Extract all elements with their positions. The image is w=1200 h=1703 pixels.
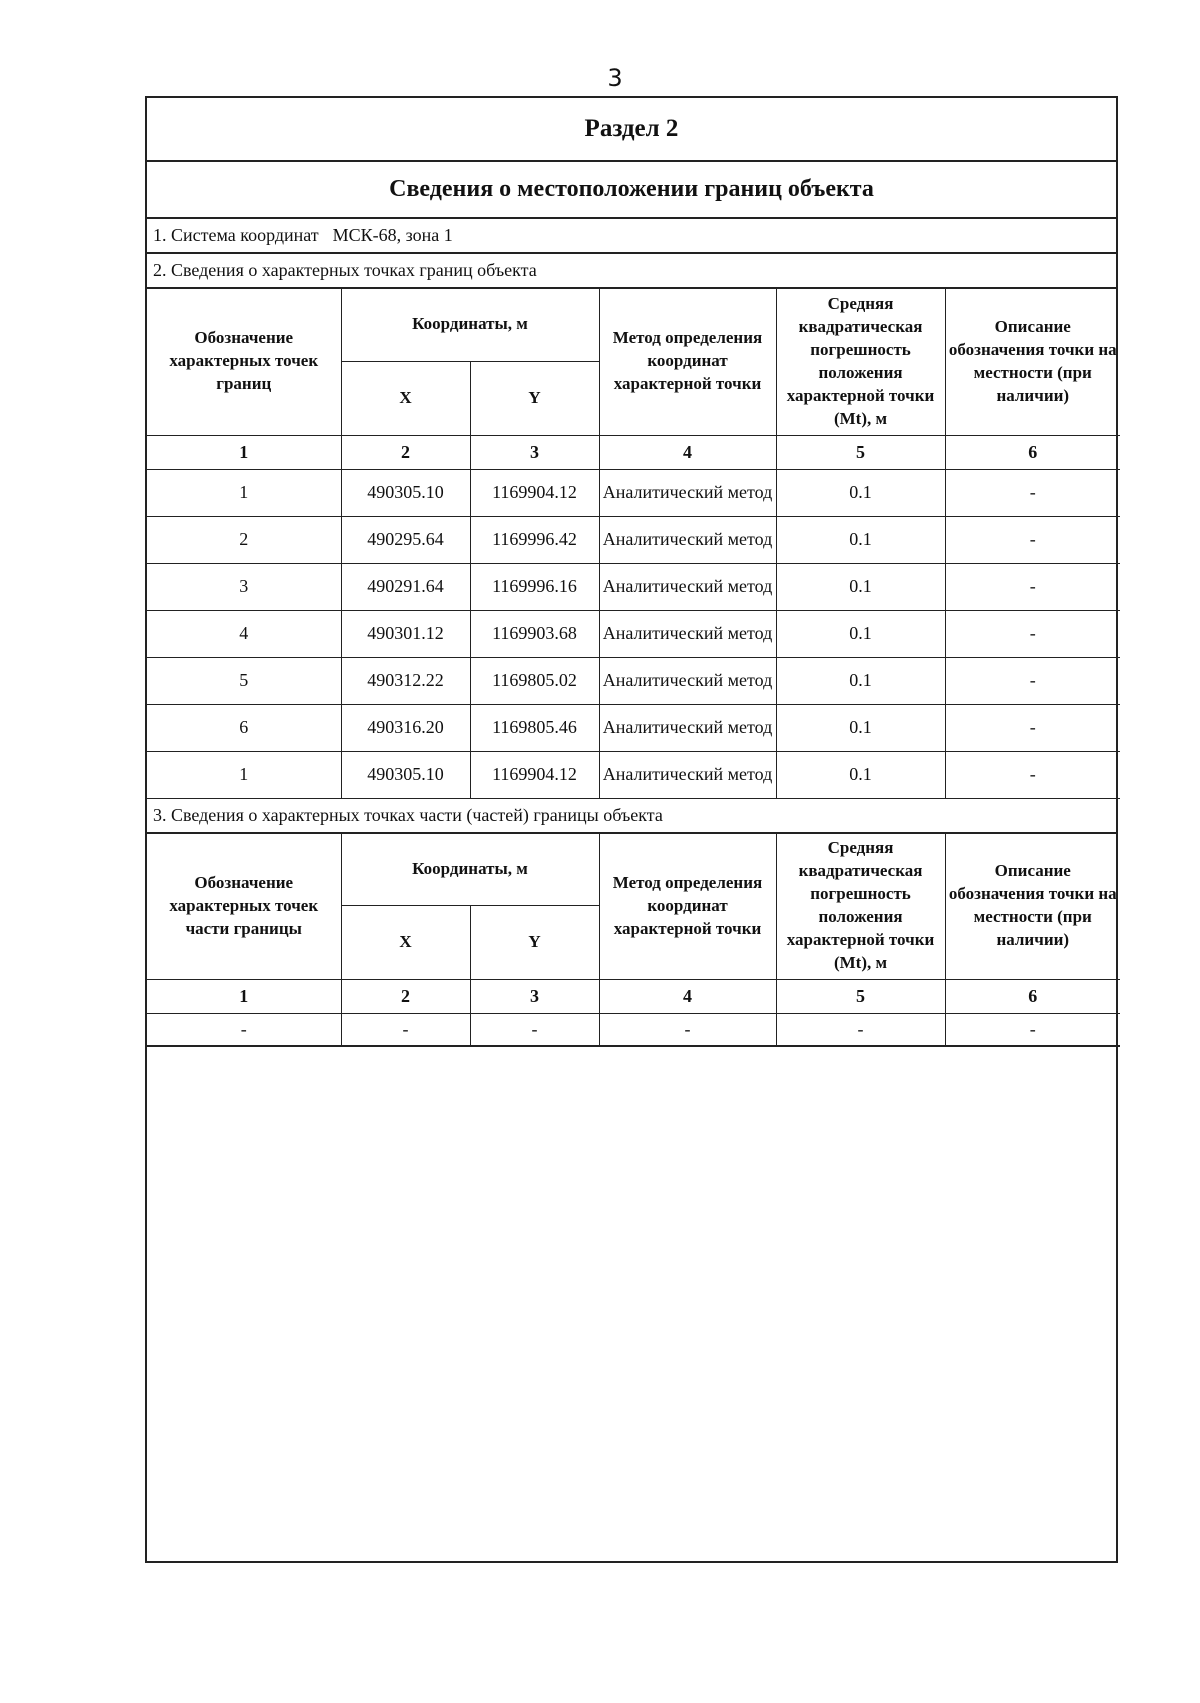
header-x: X (341, 361, 470, 435)
boundary-part-points-table (147, 834, 1120, 1048)
x-cell: 490305.10 (341, 751, 470, 798)
column-number: 5 (776, 435, 945, 469)
column-number: 3 (470, 980, 599, 1014)
table-row (147, 516, 1120, 563)
header-point: Обозначение характерных точек части границы (147, 834, 341, 980)
section-title: Раздел 2 (147, 98, 1116, 162)
page-number: 3 (607, 64, 623, 92)
column-number: 1 (147, 435, 341, 469)
point-cell: 1 (147, 751, 341, 798)
table-row (147, 563, 1120, 610)
coord-system-label: 1. Система координат (153, 225, 319, 245)
error-cell: 0.1 (776, 610, 945, 657)
method-cell: Аналитический метод (599, 516, 776, 563)
error-cell: - (776, 1014, 945, 1047)
point-cell: - (147, 1014, 341, 1047)
column-number: 4 (599, 435, 776, 469)
y-cell: 1169805.02 (470, 657, 599, 704)
table-row (147, 469, 1120, 516)
coord-system-row (147, 219, 1116, 254)
point-cell: 3 (147, 563, 341, 610)
error-cell: 0.1 (776, 657, 945, 704)
header-method: Метод определения координат характерной точки (599, 289, 776, 435)
table2-caption: 3. Сведения о характерных точках части (частей) границы объекта (147, 799, 1116, 834)
column-number: 2 (341, 435, 470, 469)
x-cell: - (341, 1014, 470, 1047)
header-point: Обозначение характерных точек границ (147, 289, 341, 435)
y-cell: 1169903.68 (470, 610, 599, 657)
method-cell: Аналитический метод (599, 751, 776, 798)
x-cell: 490305.10 (341, 469, 470, 516)
description-cell: - (945, 657, 1120, 704)
method-cell: Аналитический метод (599, 469, 776, 516)
y-cell: 1169805.46 (470, 704, 599, 751)
x-cell: 490295.64 (341, 516, 470, 563)
table-row (147, 610, 1120, 657)
header-description: Описание обозначения точки на местности (при наличии) (945, 289, 1120, 435)
header-y: Y (470, 906, 599, 980)
y-cell: 1169904.12 (470, 469, 599, 516)
x-cell: 490312.22 (341, 657, 470, 704)
header-description: Описание обозначения точки на местности (при наличии) (945, 834, 1120, 980)
method-cell: Аналитический метод (599, 563, 776, 610)
point-cell: 2 (147, 516, 341, 563)
error-cell: 0.1 (776, 751, 945, 798)
method-cell: Аналитический метод (599, 704, 776, 751)
description-cell: - (945, 516, 1120, 563)
y-cell: 1169996.42 (470, 516, 599, 563)
column-number: 1 (147, 980, 341, 1014)
header-method: Метод определения координат характерной точки (599, 834, 776, 980)
x-cell: 490291.64 (341, 563, 470, 610)
column-number-row (147, 980, 1120, 1014)
description-cell: - (945, 610, 1120, 657)
method-cell: Аналитический метод (599, 657, 776, 704)
column-number: 6 (945, 980, 1120, 1014)
method-cell: - (599, 1014, 776, 1047)
point-cell: 6 (147, 704, 341, 751)
point-cell: 1 (147, 469, 341, 516)
table-row (147, 657, 1120, 704)
coord-system-value: МСК-68, зона 1 (332, 225, 453, 245)
point-cell: 4 (147, 610, 341, 657)
column-number-row (147, 435, 1120, 469)
column-number: 3 (470, 435, 599, 469)
x-cell: 490301.12 (341, 610, 470, 657)
section-subtitle: Сведения о местоположении границ объекта (147, 162, 1116, 219)
header-x: X (341, 906, 470, 980)
boundary-points-table (147, 289, 1120, 799)
header-coords: Координаты, м (341, 289, 599, 361)
error-cell: 0.1 (776, 563, 945, 610)
section-frame (145, 96, 1118, 1563)
table1-caption: 2. Сведения о характерных точках границ объекта (147, 254, 1116, 289)
error-cell: 0.1 (776, 516, 945, 563)
column-number: 6 (945, 435, 1120, 469)
error-cell: 0.1 (776, 704, 945, 751)
y-cell: - (470, 1014, 599, 1047)
column-number: 2 (341, 980, 470, 1014)
header-error: Средняя квадратическая погрешность положения характерной точки (Mt), м (776, 834, 945, 980)
x-cell: 490316.20 (341, 704, 470, 751)
header-coords: Координаты, м (341, 834, 599, 906)
table-row (147, 1014, 1120, 1047)
description-cell: - (945, 1014, 1120, 1047)
description-cell: - (945, 469, 1120, 516)
method-cell: Аналитический метод (599, 610, 776, 657)
y-cell: 1169904.12 (470, 751, 599, 798)
description-cell: - (945, 563, 1120, 610)
column-number: 4 (599, 980, 776, 1014)
description-cell: - (945, 751, 1120, 798)
error-cell: 0.1 (776, 469, 945, 516)
y-cell: 1169996.16 (470, 563, 599, 610)
column-number: 5 (776, 980, 945, 1014)
header-y: Y (470, 361, 599, 435)
description-cell: - (945, 704, 1120, 751)
header-error: Средняя квадратическая погрешность положения характерной точки (Mt), м (776, 289, 945, 435)
point-cell: 5 (147, 657, 341, 704)
table-row (147, 751, 1120, 798)
table-row (147, 704, 1120, 751)
